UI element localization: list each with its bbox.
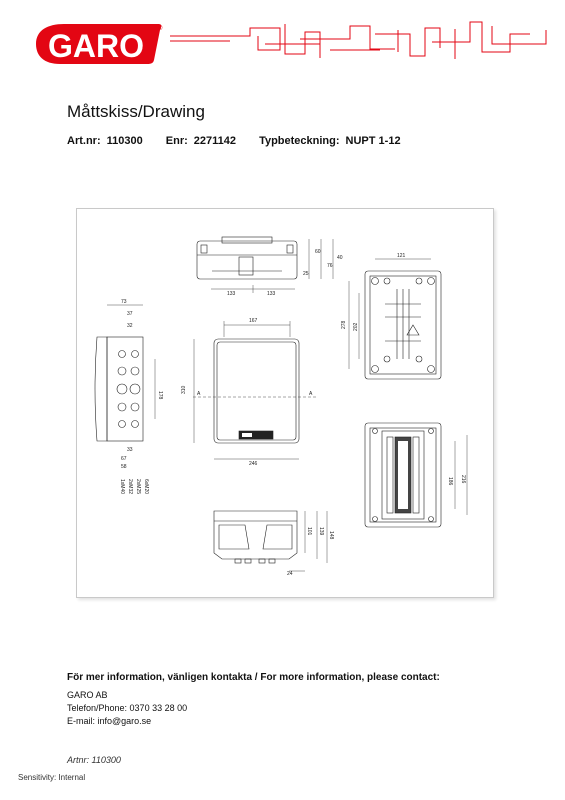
art-value: 110300: [106, 135, 143, 147]
top-dim-3: 25: [303, 271, 309, 277]
side-dim-5: 33: [127, 447, 133, 453]
interior-dim-1: 216: [460, 475, 466, 484]
side-dim-1: 73: [121, 299, 127, 305]
contact-email: E-mail: info@garo.se: [67, 716, 152, 726]
back-dim-width: 121: [397, 253, 406, 259]
top-dim-5: 76: [327, 263, 333, 269]
logo-text: GARO: [48, 28, 144, 64]
top-dim-4: 60: [315, 249, 321, 255]
cable-entry-1: 6xM20: [143, 479, 149, 495]
type-label: Typbeteckning:: [259, 135, 340, 147]
bottom-view: [214, 511, 334, 577]
bottom-dim-2: 139: [318, 527, 324, 536]
side-dim-4: 178: [157, 391, 163, 400]
bottom-dim-3: 148: [328, 531, 334, 540]
cable-entry-3: 2xM32: [127, 479, 133, 495]
cable-entry-4: 1xM40: [119, 479, 125, 495]
bottom-dim-1: 101: [306, 527, 312, 536]
page-title: Måttskiss/Drawing: [67, 102, 205, 121]
side-dim-6: 67: [121, 456, 127, 462]
side-dim-3: 32: [127, 323, 133, 329]
article-info: [67, 135, 407, 147]
contact-company: GARO AB: [67, 690, 108, 700]
contact-heading: För mer information, vänligen kontakta / For more information, please contact:: [67, 672, 440, 683]
enr-label: Enr:: [165, 135, 188, 147]
interior-dim-2: 186: [447, 477, 453, 486]
garo-logo: [30, 20, 165, 68]
sensitivity-label: Sensitivity: Internal: [18, 773, 86, 782]
header-decoration: [170, 14, 550, 64]
contact-phone: Telefon/Phone: 0370 33 28 00: [67, 703, 188, 713]
front-section-a-right: A: [309, 391, 313, 397]
side-view: [95, 299, 163, 494]
side-dim-2: 37: [127, 311, 133, 317]
side-dim-7: 58: [121, 464, 127, 470]
top-dim-6: 40: [337, 255, 343, 261]
front-dim-width-top: 167: [249, 318, 258, 324]
technical-drawing: [76, 208, 494, 598]
back-dim-inner: 202: [353, 322, 359, 331]
footer-article-number: Artnr: 110300: [67, 755, 121, 765]
interior-view: [365, 423, 467, 527]
top-view: [197, 237, 343, 297]
front-dim-height: 310: [181, 385, 187, 394]
front-dim-width: 246: [249, 461, 258, 467]
top-dim-1: 133: [227, 291, 236, 297]
front-view: [181, 318, 317, 467]
front-section-a-left: A: [197, 391, 201, 397]
cable-entry-2: 2xM25: [135, 479, 141, 495]
enr-value: 2271142: [193, 135, 236, 147]
back-view: [341, 253, 441, 379]
svg-text:®: ®: [158, 26, 163, 32]
bottom-dim-4: 24: [287, 571, 293, 577]
back-dim-height: 278: [341, 320, 347, 329]
art-label: Art.nr:: [67, 135, 101, 147]
top-dim-2: 133: [267, 291, 276, 297]
type-value: NUPT 1-12: [345, 135, 401, 147]
